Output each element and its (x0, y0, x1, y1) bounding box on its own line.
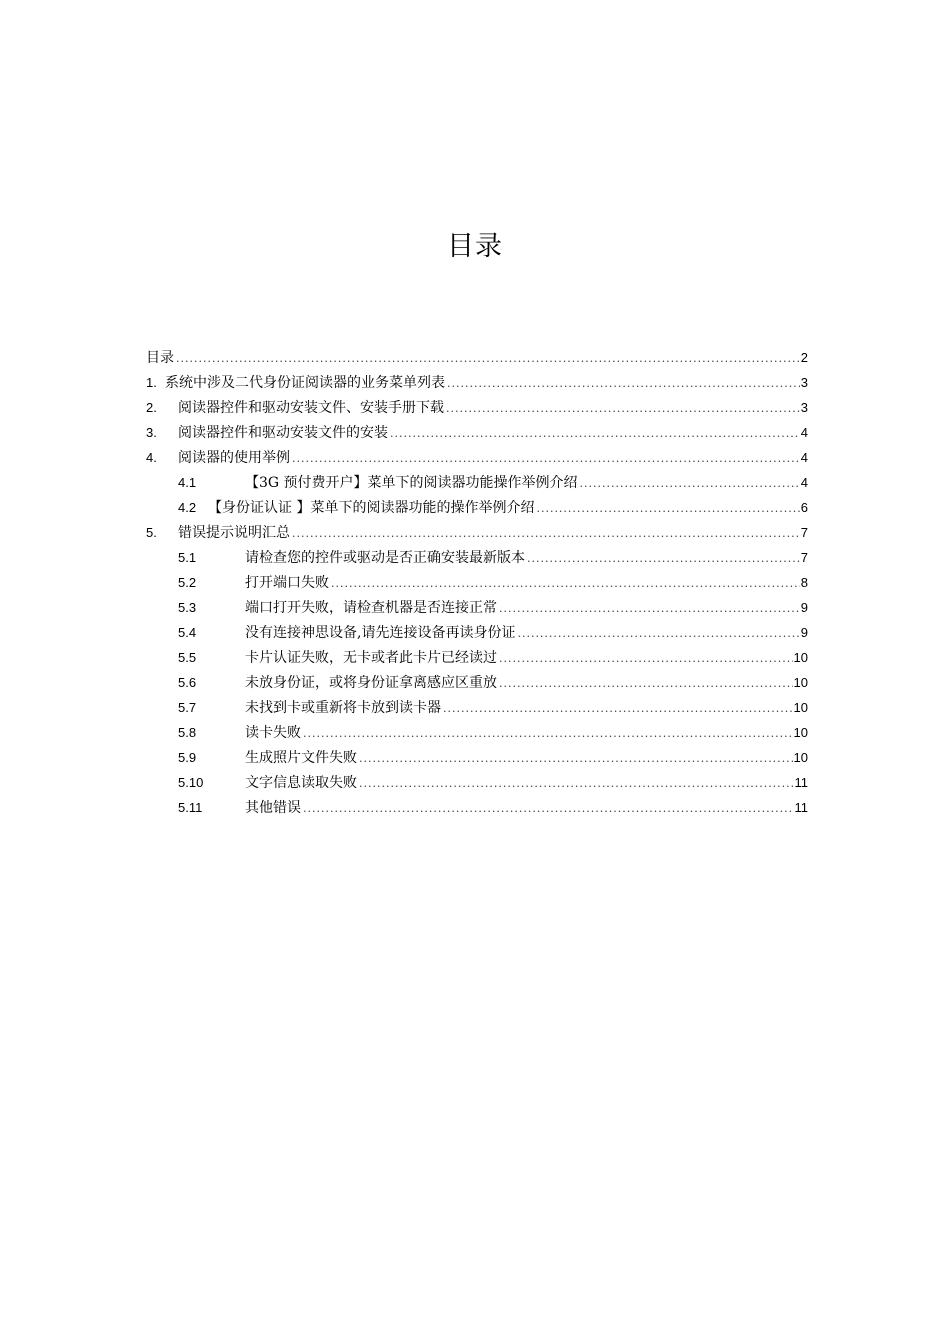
toc-page-number: 2 (800, 350, 808, 365)
toc-leader-dots (359, 746, 793, 771)
toc-entry-4-2[interactable] (146, 495, 808, 520)
toc-leader-dots (499, 646, 793, 671)
toc-page-number: 9 (800, 625, 808, 640)
toc-label: 其他错误 (245, 800, 301, 816)
toc-page-number: 11 (794, 800, 808, 815)
toc-number: 4.2 (178, 500, 197, 515)
toc-entry-5-6[interactable] (146, 670, 808, 695)
table-of-contents (146, 345, 808, 820)
toc-entry-contents[interactable] (146, 345, 808, 370)
toc-leader-dots (443, 696, 793, 721)
toc-label: 【3G 预付费开户】菜单下的阅读器功能操作举例介绍 (245, 475, 578, 491)
toc-number: 5.2 (178, 575, 197, 590)
toc-label: 未放身份证，或将身份证拿离感应区重放 (245, 675, 497, 691)
toc-number: 5.11 (178, 800, 203, 815)
toc-label: 未找到卡或重新将卡放到读卡器 (245, 700, 441, 716)
toc-entry-5-3[interactable] (146, 595, 808, 620)
toc-page-number: 10 (793, 750, 808, 765)
toc-number: 5.5 (178, 650, 197, 665)
toc-page-number: 3 (800, 375, 808, 390)
toc-number: 5.3 (178, 600, 197, 615)
toc-number: 5.10 (178, 775, 204, 790)
toc-page-number: 10 (793, 725, 808, 740)
toc-label: 文字信息读取失败 (245, 775, 357, 791)
page-title: 目录 (447, 231, 503, 262)
toc-page-number: 7 (800, 525, 808, 540)
toc-label: 系统中涉及二代身份证阅读器的业务菜单列表 (165, 375, 445, 391)
toc-number: 5. (146, 525, 157, 540)
toc-page-number: 7 (800, 550, 808, 565)
toc-page-number: 10 (793, 700, 808, 715)
toc-entry-5[interactable] (146, 520, 808, 545)
toc-leader-dots (359, 771, 794, 796)
toc-entry-1[interactable] (146, 370, 808, 395)
toc-leader-dots (390, 421, 800, 446)
toc-page-number: 10 (793, 675, 808, 690)
toc-label: 阅读器控件和驱动安装文件、安装手册下载 (178, 400, 444, 416)
toc-leader-dots (447, 371, 800, 396)
toc-leader-dots (517, 621, 799, 646)
toc-leader-dots (499, 596, 800, 621)
toc-leader-dots (176, 346, 800, 371)
toc-entry-3[interactable] (146, 420, 808, 445)
toc-page-number: 4 (800, 425, 808, 440)
toc-page-number: 8 (800, 575, 808, 590)
toc-entry-5-7[interactable] (146, 695, 808, 720)
toc-leader-dots (303, 796, 794, 821)
toc-number: 1. (146, 375, 157, 390)
toc-label: 卡片认证失败，无卡或者此卡片已经读过 (245, 650, 497, 666)
toc-entry-5-5[interactable] (146, 645, 808, 670)
toc-label: 错误提示说明汇总 (178, 525, 290, 541)
toc-page-number: 4 (800, 475, 808, 490)
toc-number: 3. (146, 425, 157, 440)
toc-page-number: 6 (800, 500, 808, 515)
toc-leader-dots (303, 721, 793, 746)
toc-number: 5.1 (178, 550, 197, 565)
toc-label: 打开端口失败 (245, 575, 329, 591)
toc-entry-5-4[interactable] (146, 620, 808, 645)
toc-number: 4. (146, 450, 157, 465)
toc-entry-5-1[interactable] (146, 545, 808, 570)
toc-leader-dots (292, 521, 800, 546)
toc-entry-5-2[interactable] (146, 570, 808, 595)
toc-leader-dots (580, 471, 800, 496)
toc-entry-2[interactable] (146, 395, 808, 420)
toc-entry-4-1[interactable] (146, 470, 808, 495)
toc-label: 生成照片文件失败 (245, 750, 357, 766)
toc-label: 端口打开失败，请检查机器是否连接正常 (245, 600, 497, 616)
toc-number: 5.8 (178, 725, 197, 740)
toc-entry-5-11[interactable] (146, 795, 808, 820)
toc-number: 5.9 (178, 750, 197, 765)
toc-leader-dots (292, 446, 800, 471)
toc-number: 5.7 (178, 700, 197, 715)
toc-number: 5.6 (178, 675, 197, 690)
toc-label: 目录 (146, 350, 174, 366)
toc-label: 阅读器控件和驱动安装文件的安装 (178, 425, 388, 441)
toc-leader-dots (536, 496, 799, 521)
toc-page-number: 9 (800, 600, 808, 615)
toc-label: 请检查您的控件或驱动是否正确安装最新版本 (245, 550, 525, 566)
toc-label: 读卡失败 (245, 725, 301, 741)
toc-leader-dots (446, 396, 800, 421)
toc-number: 5.4 (178, 625, 197, 640)
toc-page-number: 4 (800, 450, 808, 465)
toc-number: 2. (146, 400, 157, 415)
toc-leader-dots (499, 671, 793, 696)
toc-entry-5-8[interactable] (146, 720, 808, 745)
toc-label: 【身份证认证 】菜单下的阅读器功能的操作举例介绍 (208, 500, 535, 516)
toc-page-number: 10 (793, 650, 808, 665)
toc-page-number: 3 (800, 400, 808, 415)
toc-page-number: 11 (794, 775, 808, 790)
toc-entry-4[interactable] (146, 445, 808, 470)
toc-entry-5-10[interactable] (146, 770, 808, 795)
toc-leader-dots (331, 571, 800, 596)
toc-number: 4.1 (178, 475, 197, 490)
toc-leader-dots (527, 546, 800, 571)
toc-entry-5-9[interactable] (146, 745, 808, 770)
toc-label: 没有连接神思设备,请先连接设备再读身份证 (245, 625, 516, 641)
toc-label: 阅读器的使用举例 (178, 450, 290, 466)
